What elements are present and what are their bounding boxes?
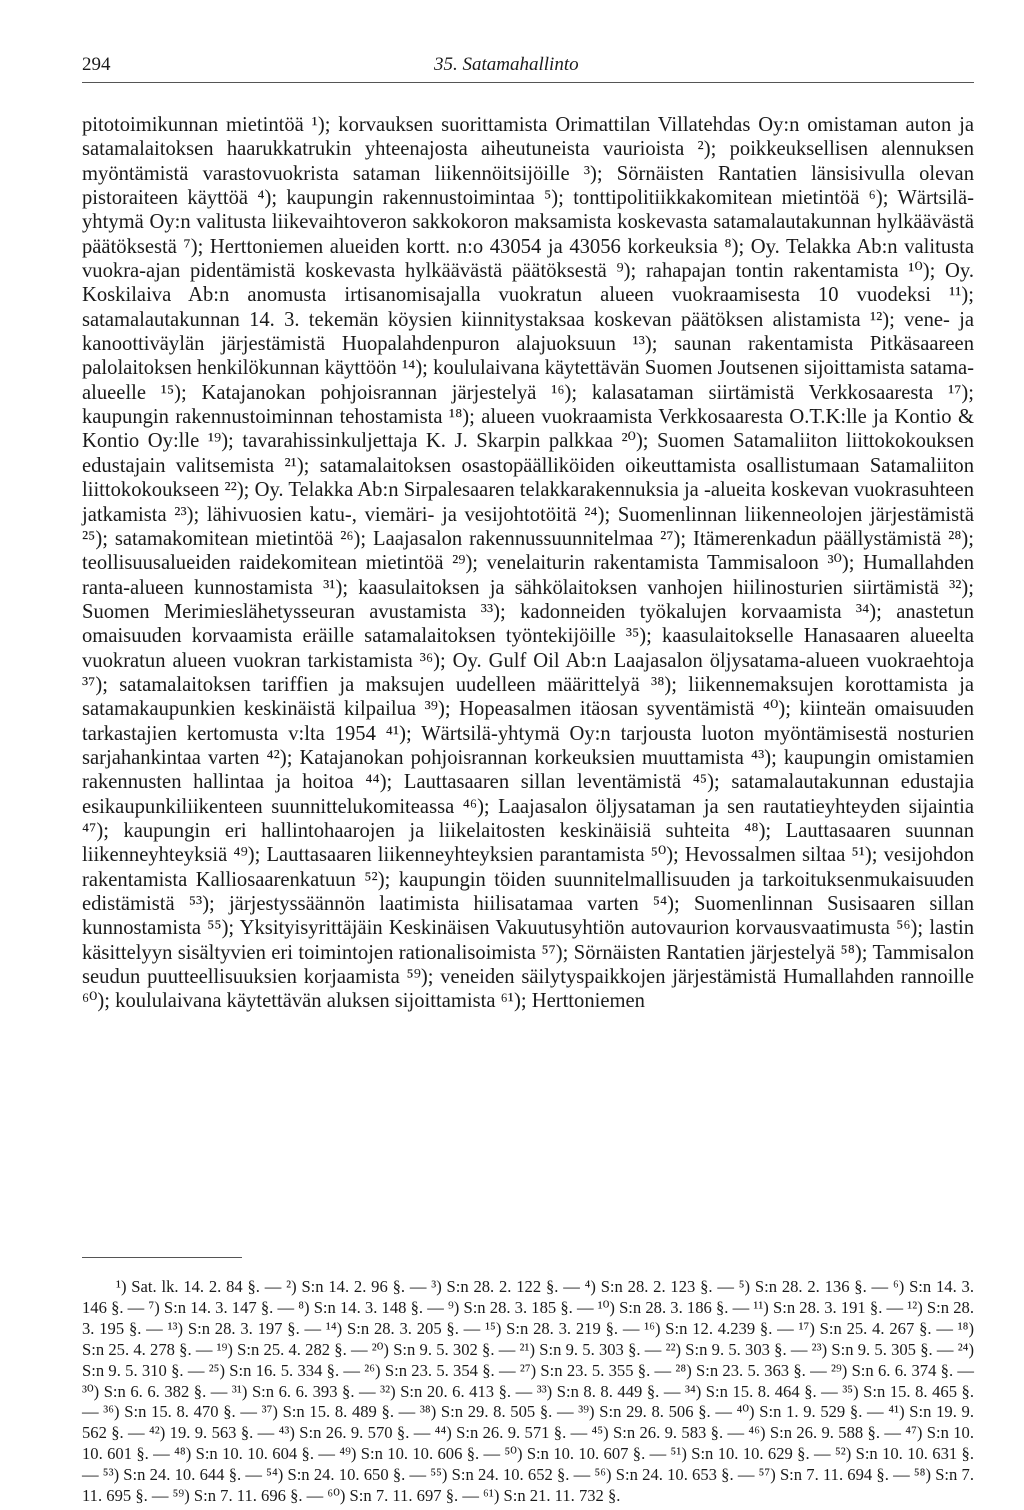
body-paragraph: pitotoimikunnan mietintöä ¹); korvauksen suorittamista Orimattilan Villatehdas Oy:n omistaman auton ja satamalaitoksen haarukkatrukin yhteenajosta aiheutuneista vaurioista ²); poikkeuksellisen alennuksen myöntämistä varastovuokrista sataman liikennöitsijöille ³); Sörnäisten Rantatien länsisivulla olevan pistoraiteen käyttöä ⁴); kaupungin rakennustoimintaa ⁵); tonttipolitiikkakomitean mietintöä ⁶); Wärtsilä-yhtymä Oy:n valitusta liikevaihtoveron sakkokoron maksamista koskevasta satamalautakunnan hylkäävästä päätöksestä ⁷); Herttoniemen alueiden kortt. n:o 43054 ja 43056 korkeuksia ⁸); Oy. Telakka Ab:n valitusta vuokra-ajan pidentämistä koskevasta hylkäävästä päätöksestä ⁹); rahapajan tontin rakentamista ¹⁰); Oy. Koskilaiva Ab:n anomusta irtisanomisajalla vuokratun alueen vuokraamisesta 10 vuodeksi ¹¹); satamalautakunnan 14. 3. tekemän köysien kiinnitystaksaa koskevan päätöksen alistamista ¹²); vene- ja kanoottiväylän järjestämistä Huopalahdenpuron alajuoksuun ¹³); saunan rakentamista Pitkäsaareen palolaitoksen henkilökunnan käyttöön ¹⁴); koululaivana käytettävän Suomen Joutsenen sijoittamista satama-alueelle ¹⁵); Katajanokan pohjoisrannan järjestelyä ¹⁶); kalasataman siirtämistä Verkkosaaresta ¹⁷); kaupungin rakennustoiminnan tehostamista ¹⁸); alueen vuokraamista Verkkosaaresta O.T.K:lle ja Kontio & Kontio Oy:lle ¹⁹); tavarahissinkuljettaja K. J. Skarpin palkkaa ²⁰); Suomen Satamaliiton liittokokouksen edustajain valitsemista ²¹); satamalaitoksen osastopäälliköiden oikeuttamista osallistumaan Satamaliiton liittokokoukseen ²²); Oy. Telakka Ab:n Sirpalesaaren telakkarakennuksia ja -alueita koskevan vuokrasuhteen jatkamista ²³); lähivuosien katu-, viemäri- ja vesijohtotöitä ²⁴); Suomenlinnan liikenneolojen järjestämistä ²⁵); satamakomitean mietintöä ²⁶); Laajasalon rakennussuunnitelmaa ²⁷); Itämerenkadun päällystämistä ²⁸); teollisuusalueiden raidekomitean mietintöä ²⁹); venelaiturin rakentamista Tammisaloon ³⁰); Humallahden ranta-alueen kunnostamista ³¹); kaasulaitoksen ja sähkölaitoksen vanhojen hiilinosturien siirtämistä ³²); Suomen Merimieslähetysseuran avustamista ³³); kadonneiden työkalujen korvaamista ³⁴); anastetun omaisuuden korvaamista eräille satamalaitoksen työntekijöille ³⁵); kaasulaitokselle Hanasaaren alueelta vuokratun alueen vuokran tarkistamista ³⁶); Oy. Gulf Oil Ab:n Laajasalon öljysatama-alueen vuokraehtoja ³⁷); satamalaitoksen tariffien ja maksujen uudelleen määrittelyä ³⁸); liikennemaksujen korottamista ja satamakaupunkien keskinäistä kilpailua ³⁹); Hopeasalmen itäosan syventämistä ⁴⁰); kiinteän omaisuuden tarkastajien kertomusta v:lta 1954 ⁴¹); Wärtsilä-yhtymä Oy:n tarjousta luoton myöntämisestä nosturien sarjahankintaa varten ⁴²); Katajanokan pohjoisrannan korkeuksien muuttamista ⁴³); kaupungin omistamien rakennusten hallintaa ja hoitoa ⁴⁴); Lauttasaaren sillan leventämistä ⁴⁵); satamalautakunnan edustajia esikaupunkiliikenteen suunnittelukomiteassa ⁴⁶); Laajasalon öljysataman ja sen rautatieyhteyden sijaintia ⁴⁷); kaupungin eri hallintohaarojen ja liikelaitosten keskinäisiä suhteita ⁴⁸); Lauttasaaren suunnan liikenneyhteyksiä ⁴⁹); Lauttasaaren liikenneyhteyksien parantamista ⁵⁰); Hevossalmen siltaa ⁵¹); vesijohdon rakentamista Kalliosaarenkatuun ⁵²); kaupungin töiden suunnitelmallisuuden ja tarkoituksenmukaisuuden edistämistä ⁵³); järjestyssäännön laatimista hiilisatamaa varten ⁵⁴); Suomenlinnan Susisaaren sillan kunnostamista ⁵⁵); Yksityisyrittäjäin Keskinäisen Vakuutusyhtiön autovaurion korvausvaatimusta ⁵⁶); lastin käsittelyyn sisältyvien eri toimintojen rationalisoimista ⁵⁷); Sörnäisten Rantatien järjestelyä ⁵⁸); Tammisalon seudun puutteellisuuksien korjaamista ⁵⁹); veneiden säilytyspaikkojen järjestämistä Humallahden rannoille ⁶⁰); koululaivana käytettävän aluksen sijoittamista ⁶¹); Herttoniemen [82, 114, 974, 1013]
chapter-title: 35. Satamahallinto [434, 54, 579, 75]
document-page [82, 0, 974, 1510]
footnotes: ¹) Sat. lk. 14. 2. 84 §. — ²) S:n 14. 2. 96 §. — ³) S:n 28. 2. 122 §. — ⁴) S:n 28. 2. 123 §. — ⁵) S:n 28. 2. 136 §. — ⁶) S:n 14. 3. 146 §. — ⁷) S:n 14. 3. 147 §. — ⁸) S:n 14. 3. 148 §. — ⁹) S:n 28. 3. 185 §. — ¹⁰) S:n 28. 3. 186 §. — ¹¹) S:n 28. 3. 191 §. — ¹²) S:n 28. 3. 195 §. — ¹³) S:n 28. 3. 197 §. — ¹⁴) S:n 28. 3. 205 §. — ¹⁵) S:n 28. 3. 219 §. — ¹⁶) S:n 12. 4.239 §. — ¹⁷) S:n 25. 4. 267 §. — ¹⁸) S:n 25. 4. 278 §. — ¹⁹) S:n 25. 4. 282 §. — ²⁰) S:n 9. 5. 302 §. — ²¹) S:n 9. 5. 303 §. — ²²) S:n 9. 5. 303 §. — ²³) S:n 9. 5. 305 §. — ²⁴) S:n 9. 5. 310 §. — ²⁵) S:n 16. 5. 334 §. — ²⁶) S:n 23. 5. 354 §. — ²⁷) S:n 23. 5. 355 §. — ²⁸) S:n 23. 5. 363 §. — ²⁹) S:n 6. 6. 374 §. — ³⁰) S:n 6. 6. 382 §. — ³¹) S:n 6. 6. 393 §. — ³²) S:n 20. 6. 413 §. — ³³) S:n 8. 8. 449 §. — ³⁴) S:n 15. 8. 464 §. — ³⁵) S:n 15. 8. 465 §. — ³⁶) S:n 15. 8. 470 §. — ³⁷) S:n 15. 8. 489 §. — ³⁸) S:n 29. 8. 505 §. — ³⁹) S:n 29. 8. 506 §. — ⁴⁰) S:n 1. 9. 529 §. — ⁴¹) S:n 19. 9. 562 §. — ⁴²) 19. 9. 563 §. — ⁴³) S:n 26. 9. 570 §. — ⁴⁴) S:n 26. 9. 571 §. — ⁴⁵) S:n 26. 9. 583 §. — ⁴⁶) S:n 26. 9. 588 §. — ⁴⁷) S:n 10. 10. 601 §. — ⁴⁸) S:n 10. 10. 604 §. — ⁴⁹) S:n 10. 10. 606 §. — ⁵⁰) S:n 10. 10. 607 §. — ⁵¹) S:n 10. 10. 629 §. — ⁵²) S:n 10. 10. 631 §. — ⁵³) S:n 24. 10. 644 §. — ⁵⁴) S:n 24. 10. 650 §. — ⁵⁵) S:n 24. 10. 652 §. — ⁵⁶) S:n 24. 10. 653 §. — ⁵⁷) S:n 7. 11. 694 §. — ⁵⁸) S:n 7. 11. 695 §. — ⁵⁹) S:n 7. 11. 696 §. — ⁶⁰) S:n 7. 11. 697 §. — ⁶¹) S:n 21. 11. 732 §. [82, 1277, 974, 1506]
footnote-divider [82, 1257, 242, 1258]
page-number: 294 [82, 54, 111, 75]
running-header [82, 50, 974, 83]
